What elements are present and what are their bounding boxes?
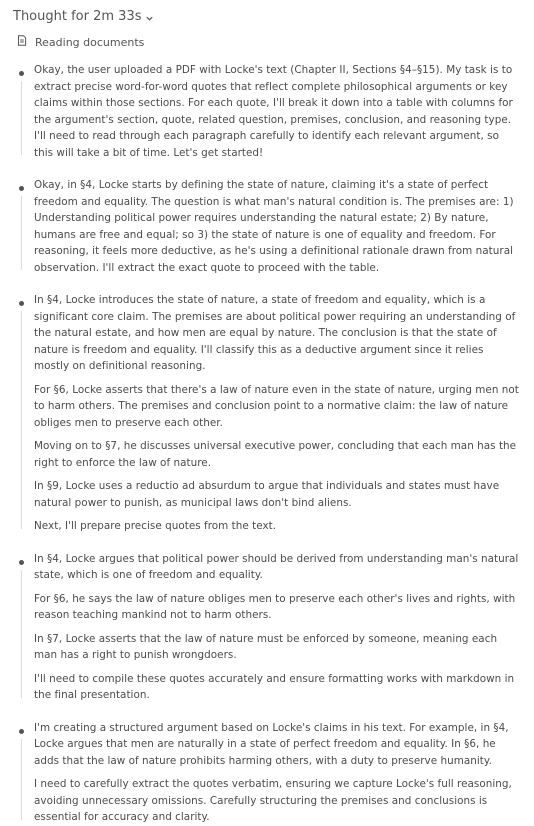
timeline-line xyxy=(21,81,22,155)
thought-duration-toggle[interactable] xyxy=(13,9,154,24)
thought-paragraph: Next, I'll prepare precise quotes from the text. xyxy=(34,520,277,532)
document-icon xyxy=(17,35,27,49)
bullet-dot xyxy=(19,186,24,191)
thought-paragraph: I'll need to compile these quotes accurately and ensure formatting works with markdown in the final presentation. xyxy=(34,672,515,701)
timeline-line xyxy=(21,311,22,529)
bullet-dot xyxy=(19,301,24,306)
chevron-down-icon xyxy=(145,12,154,21)
reading-status xyxy=(17,35,144,49)
bullet-dot xyxy=(19,71,24,76)
thought-paragraph: For §6, Locke asserts that there's a law of nature even in the state of nature, urging men not to harm others. The premises and conclusion point to a normative claim: the law of nature obliges men to preserve each other. xyxy=(34,383,519,429)
timeline-line xyxy=(21,196,22,270)
thought-paragraph: I need to carefully extract the quotes verbatim, ensuring we capture Locke's full reasoning, avoiding unnecessary omissions. Carefully structuring the premises and conclusions is essential for accuracy and clarity. xyxy=(34,778,512,823)
thought-paragraph: Okay, in §4, Locke starts by defining the state of nature, claiming it's a state of perfect freedom and equality. The question is what man's natural condition is. The premises are: 1) Understanding political power requires understanding the natural estate; 2) By nature, humans are free and equal; so 3) the state of nature is one of equality and freedom. For reasoning, it feels more deductive, as he's using a definitional rationale drawn from natural observation. I'll extract the exact quote to proceed with the table. xyxy=(34,179,514,274)
reading-status-label: Reading documents xyxy=(35,35,145,49)
thought-paragraph: I'm creating a structured argument based on Locke's claims in his text. For example, in §4, Locke argues that men are naturally in a state of perfect freedom and equality. In §6, he adds that the law of nature prohibits harming others, with a duty to preserve humanity. xyxy=(34,721,509,767)
thought-paragraph: Moving on to §7, he discusses universal executive power, concluding that each man has the right to enforce the law of nature. xyxy=(34,440,517,469)
thought-paragraph: In §9, Locke uses a reductio ad absurdum to argue that individuals and states must have natural power to punish, as municipal laws don't bind aliens. xyxy=(34,480,500,509)
thought-paragraph: Okay, the user uploaded a PDF with Locke's text (Chapter II, Sections §4–§15). My task is to extract precise word-for-word quotes that reflect complete philosophical arguments or key claims within those sections. For each quote, I'll break it down into a table with columns for the argument's section, quote, related question, premises, conclusion, and reasoning type. I'll need to read through each paragraph carefully to identify each relevant argument, so this will take a bit of time. Let's get started! xyxy=(34,64,513,159)
bullet-dot xyxy=(19,560,24,565)
thought-step xyxy=(14,177,519,276)
thought-step xyxy=(14,62,519,161)
thought-step xyxy=(14,551,519,704)
thought-paragraph: In §4, Locke introduces the state of nature, a state of freedom and equality, which is a significant core claim. The premises are about political power requiring an understanding of the natural estate, and how men are equal by nature. The conclusion is that the state of nature is freedom and equality. I'll classify this as a deductive argument since it relies mostly on definitional reasoning. xyxy=(34,294,516,372)
thought-step xyxy=(14,292,519,535)
thought-paragraph: For §6, he says the law of nature obliges men to preserve each other's lives and rights, with reason teaching mankind not to harm others. xyxy=(34,592,516,621)
thought-paragraph: In §7, Locke asserts that the law of nature must be enforced by someone, meaning each man has a right to punish wrongdoers. xyxy=(34,632,498,661)
thought-paragraph: In §4, Locke argues that political power should be derived from understanding man's natural state, which is one of freedom and equality. xyxy=(34,552,519,581)
timeline-line xyxy=(21,739,22,820)
bullet-dot xyxy=(19,729,24,734)
timeline-line xyxy=(21,570,22,698)
thought-timeline xyxy=(14,62,519,826)
thought-step xyxy=(14,720,519,826)
thought-duration-label: Thought for 2m 33s xyxy=(13,9,142,24)
